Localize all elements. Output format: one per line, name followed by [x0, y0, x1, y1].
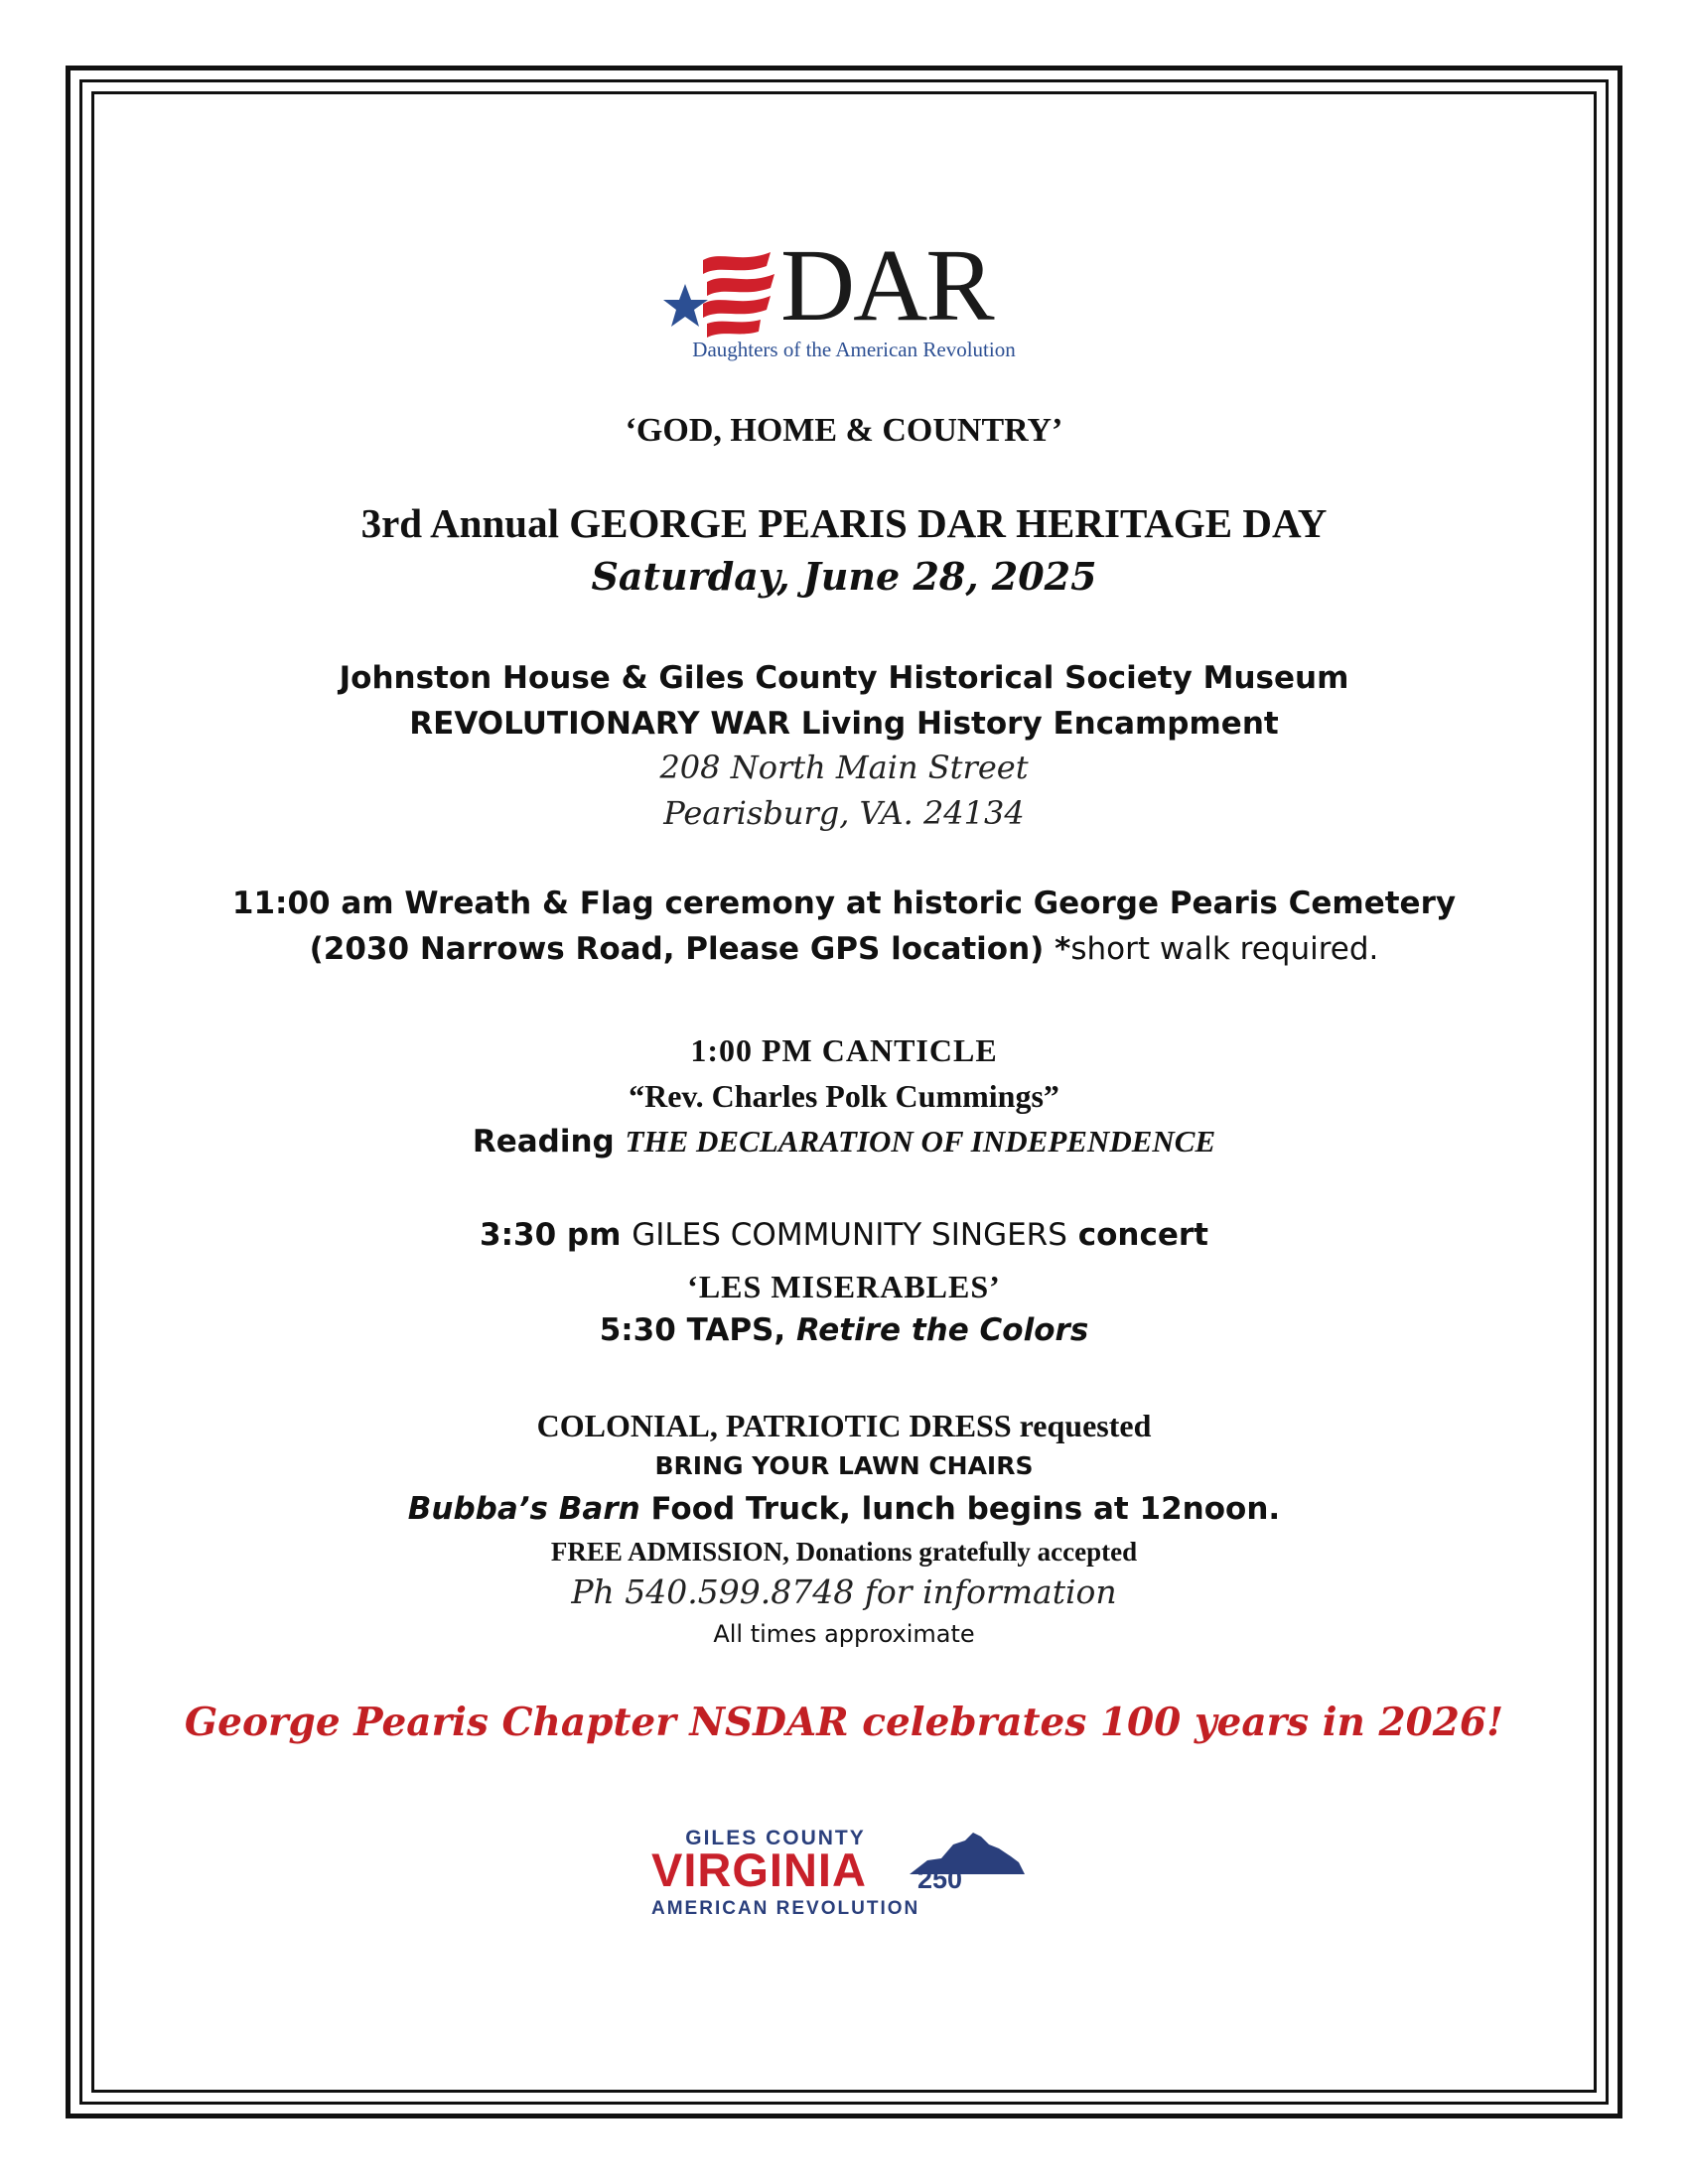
times-note: All times approximate: [713, 1620, 975, 1648]
dress-note: COLONIAL, PATRIOTIC DRESS requested: [536, 1408, 1152, 1443]
wreath-address: (2030 Narrows Road, Please GPS location) *: [309, 931, 1071, 967]
phone-note: Ph 540.599.8748 for information: [571, 1572, 1117, 1611]
event-date: Saturday, June 28, 2025: [591, 554, 1097, 599]
va-logo-state: VIRGINIA: [651, 1843, 867, 1896]
virginia-250-logo: [651, 1827, 1039, 1926]
food-vendor: Bubba’s Barn: [407, 1491, 640, 1527]
reading-title: THE DECLARATION OF INDEPENDENCE: [625, 1124, 1216, 1159]
taps-line: [99, 1312, 1589, 1348]
star-stripes-icon: [663, 242, 784, 341]
food-note: [99, 1491, 1589, 1527]
va-logo-number: 250: [917, 1864, 963, 1894]
venue-encampment: REVOLUTIONARY WAR Living History Encampment: [409, 706, 1279, 742]
dar-logo: [663, 228, 1036, 373]
motto: ‘GOD, HOME & COUNTRY’: [625, 412, 1063, 449]
chairs-note: BRING YOUR LAWN CHAIRS: [654, 1451, 1034, 1480]
taps-time: 5:30 TAPS,: [599, 1312, 796, 1348]
event-title-main: GEORGE PEARIS DAR HERITAGE DAY: [569, 500, 1328, 546]
food-details: Food Truck, lunch begins at 12noon.: [639, 1491, 1281, 1527]
celebration-banner: George Pearis Chapter NSDAR celebrates 100 years in 2026!: [184, 1700, 1504, 1745]
wreath-note: short walk required.: [1070, 931, 1379, 967]
event-title-prefix: 3rd Annual: [360, 500, 570, 546]
dar-subtitle: Daughters of the American Revolution: [692, 338, 1016, 361]
venue-street: 208 North Main Street: [659, 749, 1029, 786]
dar-wordmark: DAR: [780, 228, 993, 342]
concert-time: 3:30 pm: [480, 1217, 633, 1253]
wreath-ceremony: 11:00 am Wreath & Flag ceremony at historic George Pearis Cemetery: [231, 886, 1457, 921]
canticle-speaker: “Rev. Charles Polk Cummings”: [629, 1078, 1059, 1114]
reading-line: [99, 1124, 1589, 1160]
concert-group: GILES COMMUNITY SINGERS: [632, 1217, 1067, 1253]
venue-city: Pearisburg, VA. 24134: [663, 794, 1025, 832]
reading-label: Reading: [472, 1124, 626, 1160]
venue-name: Johnston House & Giles County Historical Society Museum: [339, 660, 1349, 696]
canticle-heading: 1:00 PM CANTICLE: [690, 1032, 998, 1068]
va-logo-tagline: AMERICAN REVOLUTION: [651, 1898, 920, 1919]
taps-text: Retire the Colors: [795, 1312, 1089, 1348]
event-title: [99, 499, 1589, 547]
admission-note: FREE ADMISSION, Donations gratefully accepted: [550, 1537, 1138, 1567]
va-logo-county: GILES COUNTY: [685, 1827, 866, 1849]
concert-suffix: concert: [1066, 1217, 1208, 1253]
concert-title: ‘LES MISERABLES’: [687, 1269, 1001, 1304]
concert-line: [99, 1217, 1589, 1253]
wreath-location: [99, 931, 1589, 967]
